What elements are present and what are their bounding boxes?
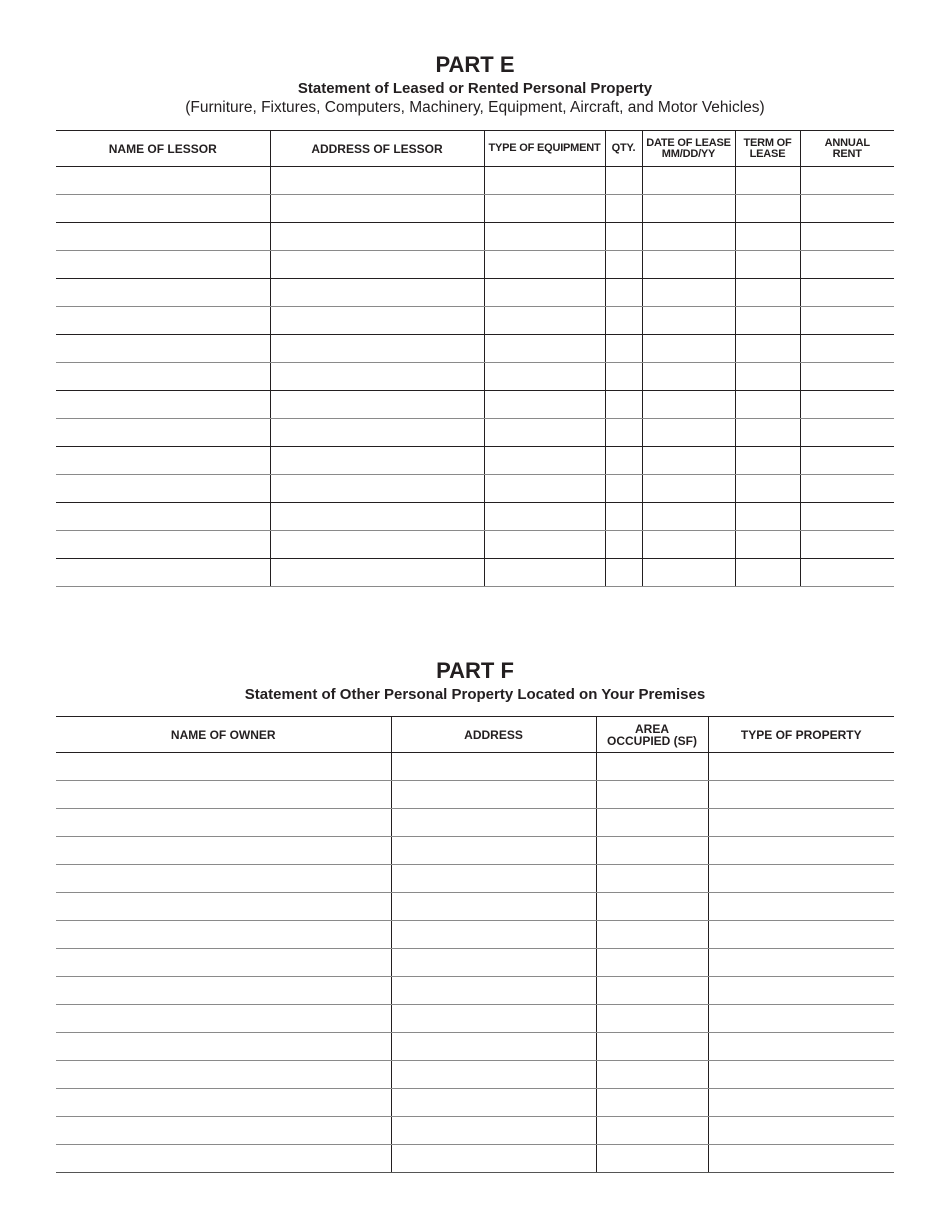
table-cell[interactable]	[596, 1117, 708, 1145]
part-e-subtitle: Statement of Leased or Rented Personal Property	[297, 80, 653, 97]
table-row	[56, 865, 894, 893]
table-row	[56, 195, 894, 223]
table-cell[interactable]	[735, 391, 800, 419]
table-row	[56, 559, 894, 587]
part-e-table	[56, 130, 894, 587]
header-address-of-lessor: ADDRESS OF LESSOR	[270, 131, 484, 167]
table-cell[interactable]	[596, 1145, 708, 1173]
table-cell[interactable]	[605, 335, 642, 363]
table-cell[interactable]	[56, 893, 391, 921]
table-cell[interactable]	[596, 781, 708, 809]
table-cell[interactable]	[56, 279, 270, 307]
table-cell[interactable]	[735, 559, 800, 587]
header-annual-rent	[800, 131, 894, 167]
table-cell[interactable]	[596, 893, 708, 921]
table-cell[interactable]	[56, 753, 391, 781]
table-cell[interactable]	[56, 503, 270, 531]
table-cell[interactable]	[800, 531, 894, 559]
table-row	[56, 223, 894, 251]
header-type-of-property: TYPE OF PROPERTY	[708, 717, 894, 753]
table-cell[interactable]	[270, 195, 484, 223]
table-cell[interactable]	[708, 1061, 894, 1089]
table-cell[interactable]	[800, 419, 894, 447]
table-cell[interactable]	[484, 279, 605, 307]
table-cell[interactable]	[596, 1061, 708, 1089]
table-cell[interactable]	[735, 307, 800, 335]
part-f-subtitle: Statement of Other Personal Property Located on Your Premises	[244, 686, 706, 703]
table-cell[interactable]	[642, 391, 735, 419]
table-cell[interactable]	[484, 559, 605, 587]
table-cell[interactable]	[708, 753, 894, 781]
table-cell[interactable]	[708, 781, 894, 809]
part-e-body	[56, 167, 894, 587]
table-cell[interactable]	[391, 1117, 596, 1145]
table-cell[interactable]	[56, 921, 391, 949]
table-cell[interactable]	[642, 223, 735, 251]
table-cell[interactable]	[391, 781, 596, 809]
table-cell[interactable]	[56, 419, 270, 447]
table-cell[interactable]	[642, 475, 735, 503]
table-cell[interactable]	[800, 251, 894, 279]
table-cell[interactable]	[605, 363, 642, 391]
table-cell[interactable]	[56, 781, 391, 809]
table-cell[interactable]	[596, 1033, 708, 1061]
table-cell[interactable]	[605, 167, 642, 195]
part-e-header-row	[56, 131, 894, 167]
table-cell[interactable]	[484, 195, 605, 223]
table-cell[interactable]	[735, 419, 800, 447]
table-cell[interactable]	[708, 837, 894, 865]
table-cell[interactable]	[270, 307, 484, 335]
table-cell[interactable]	[56, 363, 270, 391]
table-cell[interactable]	[484, 335, 605, 363]
table-row	[56, 1145, 894, 1173]
table-row	[56, 809, 894, 837]
table-cell[interactable]	[800, 503, 894, 531]
table-cell[interactable]	[708, 893, 894, 921]
table-cell[interactable]	[391, 1145, 596, 1173]
table-cell[interactable]	[605, 279, 642, 307]
table-cell[interactable]	[605, 531, 642, 559]
table-cell[interactable]	[484, 363, 605, 391]
table-row	[56, 391, 894, 419]
part-f-body	[56, 753, 894, 1173]
table-cell[interactable]	[708, 921, 894, 949]
table-cell[interactable]	[56, 1117, 391, 1145]
table-cell[interactable]	[270, 223, 484, 251]
table-row	[56, 419, 894, 447]
table-cell[interactable]	[56, 167, 270, 195]
table-cell[interactable]	[800, 391, 894, 419]
table-cell[interactable]	[605, 223, 642, 251]
table-row	[56, 531, 894, 559]
table-cell[interactable]	[735, 363, 800, 391]
table-cell[interactable]	[391, 949, 596, 977]
table-cell[interactable]	[56, 1089, 391, 1117]
header-type-of-equipment: TYPE OF EQUIPMENT	[484, 131, 605, 167]
table-cell[interactable]	[642, 279, 735, 307]
table-cell[interactable]	[56, 307, 270, 335]
table-cell[interactable]	[800, 335, 894, 363]
table-row	[56, 921, 894, 949]
table-row	[56, 335, 894, 363]
header-area-occupied	[596, 717, 708, 753]
table-cell[interactable]	[642, 419, 735, 447]
table-row	[56, 1033, 894, 1061]
table-cell[interactable]	[391, 1005, 596, 1033]
table-cell[interactable]	[708, 1117, 894, 1145]
table-cell[interactable]	[605, 559, 642, 587]
table-cell[interactable]	[484, 307, 605, 335]
table-cell[interactable]	[605, 447, 642, 475]
table-row	[56, 447, 894, 475]
table-cell[interactable]	[605, 503, 642, 531]
table-cell[interactable]	[800, 167, 894, 195]
header-term-of-lease-line1: TERM OF	[743, 136, 792, 149]
table-cell[interactable]	[605, 419, 642, 447]
table-cell[interactable]	[270, 167, 484, 195]
header-name-of-owner: NAME OF OWNER	[56, 717, 391, 753]
table-cell[interactable]	[270, 251, 484, 279]
table-cell[interactable]	[605, 251, 642, 279]
table-cell[interactable]	[270, 391, 484, 419]
header-name-of-lessor: NAME OF LESSOR	[56, 131, 270, 167]
table-row	[56, 977, 894, 1005]
table-cell[interactable]	[735, 335, 800, 363]
table-cell[interactable]	[391, 809, 596, 837]
table-cell[interactable]	[484, 391, 605, 419]
table-row	[56, 753, 894, 781]
table-cell[interactable]	[56, 195, 270, 223]
table-row	[56, 1117, 894, 1145]
table-cell[interactable]	[270, 335, 484, 363]
table-row	[56, 1005, 894, 1033]
table-cell[interactable]	[391, 921, 596, 949]
table-row	[56, 251, 894, 279]
table-cell[interactable]	[484, 447, 605, 475]
table-row	[56, 1061, 894, 1089]
table-cell[interactable]	[391, 865, 596, 893]
table-cell[interactable]	[735, 223, 800, 251]
table-row	[56, 503, 894, 531]
table-cell[interactable]	[735, 279, 800, 307]
table-cell[interactable]	[270, 279, 484, 307]
header-address: ADDRESS	[391, 717, 596, 753]
table-cell[interactable]	[800, 307, 894, 335]
table-cell[interactable]	[708, 1145, 894, 1173]
table-cell[interactable]	[270, 475, 484, 503]
table-cell[interactable]	[484, 251, 605, 279]
table-cell[interactable]	[800, 559, 894, 587]
table-cell[interactable]	[735, 167, 800, 195]
table-cell[interactable]	[605, 475, 642, 503]
table-cell[interactable]	[596, 949, 708, 977]
table-row	[56, 837, 894, 865]
table-cell[interactable]	[642, 335, 735, 363]
header-area-line2: OCCUPIED (SF)	[607, 733, 697, 748]
table-cell[interactable]	[642, 307, 735, 335]
table-cell[interactable]	[56, 475, 270, 503]
table-cell[interactable]	[605, 307, 642, 335]
table-cell[interactable]	[484, 503, 605, 531]
table-cell[interactable]	[391, 977, 596, 1005]
table-cell[interactable]	[596, 921, 708, 949]
table-cell[interactable]	[56, 949, 391, 977]
table-cell[interactable]	[800, 363, 894, 391]
table-cell[interactable]	[56, 837, 391, 865]
table-cell[interactable]	[56, 251, 270, 279]
table-cell[interactable]	[642, 447, 735, 475]
table-cell[interactable]	[642, 503, 735, 531]
table-cell[interactable]	[391, 893, 596, 921]
table-cell[interactable]	[56, 559, 270, 587]
table-cell[interactable]	[56, 1033, 391, 1061]
table-cell[interactable]	[708, 949, 894, 977]
table-cell[interactable]	[56, 809, 391, 837]
header-annual-rent-line2: RENT	[832, 147, 862, 160]
table-row	[56, 279, 894, 307]
table-cell[interactable]	[800, 195, 894, 223]
table-cell[interactable]	[596, 1005, 708, 1033]
table-cell[interactable]	[56, 447, 270, 475]
table-cell[interactable]	[735, 195, 800, 223]
table-cell[interactable]	[484, 475, 605, 503]
table-row	[56, 893, 894, 921]
table-cell[interactable]	[391, 1061, 596, 1089]
table-cell[interactable]	[270, 447, 484, 475]
table-cell[interactable]	[642, 559, 735, 587]
table-cell[interactable]	[605, 391, 642, 419]
table-cell[interactable]	[735, 447, 800, 475]
header-qty: QTY.	[605, 131, 642, 167]
header-area-line1: AREA	[634, 721, 669, 736]
table-cell[interactable]	[596, 753, 708, 781]
table-cell[interactable]	[642, 251, 735, 279]
table-cell[interactable]	[708, 1033, 894, 1061]
table-cell[interactable]	[708, 865, 894, 893]
table-cell[interactable]	[735, 531, 800, 559]
table-cell[interactable]	[484, 419, 605, 447]
table-cell[interactable]	[56, 531, 270, 559]
table-cell[interactable]	[708, 809, 894, 837]
table-cell[interactable]	[484, 167, 605, 195]
table-cell[interactable]	[56, 865, 391, 893]
table-cell[interactable]	[596, 837, 708, 865]
table-cell[interactable]	[800, 447, 894, 475]
part-f-header-row	[56, 717, 894, 753]
table-cell[interactable]	[596, 977, 708, 1005]
table-cell[interactable]	[270, 559, 484, 587]
table-cell[interactable]	[642, 363, 735, 391]
header-term-of-lease-line2: LEASE	[749, 147, 786, 160]
table-cell[interactable]	[642, 167, 735, 195]
table-cell[interactable]	[708, 977, 894, 1005]
part-f-table	[56, 716, 894, 1173]
table-cell[interactable]	[596, 809, 708, 837]
table-cell[interactable]	[56, 223, 270, 251]
table-cell[interactable]	[708, 1005, 894, 1033]
header-date-of-lease-line1: DATE OF LEASE	[646, 136, 731, 149]
table-cell[interactable]	[708, 1089, 894, 1117]
table-cell[interactable]	[270, 419, 484, 447]
table-row	[56, 781, 894, 809]
table-cell[interactable]	[56, 977, 391, 1005]
table-row	[56, 363, 894, 391]
header-annual-rent-line1: ANNUAL	[824, 136, 870, 149]
table-cell[interactable]	[56, 391, 270, 419]
table-cell[interactable]	[800, 475, 894, 503]
table-cell[interactable]	[56, 335, 270, 363]
table-cell[interactable]	[605, 195, 642, 223]
table-cell[interactable]	[56, 1145, 391, 1173]
table-cell[interactable]	[56, 1061, 391, 1089]
table-cell[interactable]	[800, 279, 894, 307]
table-cell[interactable]	[484, 223, 605, 251]
part-e-title: PART E	[435, 52, 515, 77]
table-cell[interactable]	[270, 531, 484, 559]
table-row	[56, 1089, 894, 1117]
table-cell[interactable]	[735, 475, 800, 503]
table-cell[interactable]	[391, 753, 596, 781]
part-f-title: PART F	[436, 658, 514, 683]
table-cell[interactable]	[391, 837, 596, 865]
table-cell[interactable]	[735, 251, 800, 279]
header-date-of-lease-line2: MM/DD/YY	[661, 147, 716, 160]
table-row	[56, 475, 894, 503]
table-cell[interactable]	[596, 1089, 708, 1117]
table-cell[interactable]	[484, 531, 605, 559]
table-cell[interactable]	[391, 1089, 596, 1117]
table-row	[56, 307, 894, 335]
table-cell[interactable]	[735, 503, 800, 531]
table-cell[interactable]	[270, 363, 484, 391]
header-date-of-lease	[642, 131, 735, 167]
table-row	[56, 167, 894, 195]
table-cell[interactable]	[642, 531, 735, 559]
table-cell[interactable]	[596, 865, 708, 893]
table-cell[interactable]	[800, 223, 894, 251]
table-cell[interactable]	[56, 1005, 391, 1033]
table-cell[interactable]	[642, 195, 735, 223]
table-row	[56, 949, 894, 977]
part-e-note: (Furniture, Fixtures, Computers, Machinery, Equipment, Aircraft, and Motor Vehicles)	[185, 99, 765, 116]
header-term-of-lease	[735, 131, 800, 167]
table-cell[interactable]	[270, 503, 484, 531]
table-cell[interactable]	[391, 1033, 596, 1061]
